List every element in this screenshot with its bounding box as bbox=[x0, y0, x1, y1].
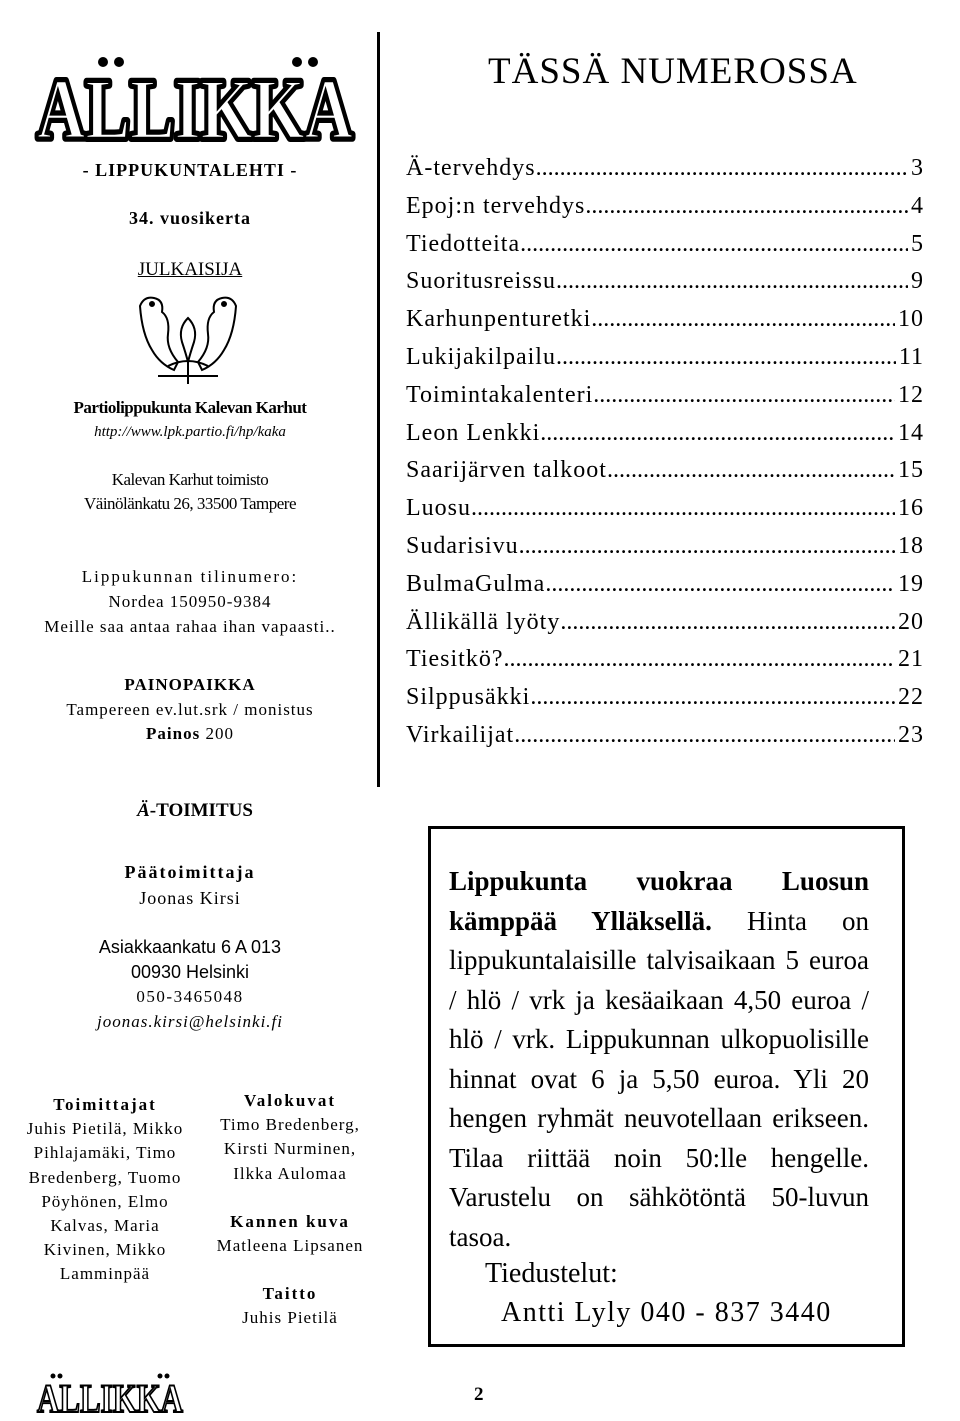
toc-item[interactable] bbox=[406, 722, 924, 760]
toc-dot-leader bbox=[503, 646, 895, 673]
toc-item-label: Tiedotteita bbox=[406, 230, 521, 257]
editors-line: Kalvas, Maria bbox=[50, 1216, 160, 1236]
editors-line: Lamminpää bbox=[59, 1264, 151, 1284]
editorial-heading-rest: -TOIMITUS bbox=[149, 800, 253, 821]
layout-title: Taitto bbox=[262, 1284, 318, 1304]
toc-item-page: 23 bbox=[898, 721, 924, 748]
chief-editor-address1: Asiakkaankatu 6 A 013 bbox=[98, 937, 282, 957]
toc-item[interactable] bbox=[406, 306, 924, 344]
svg-text:ALLIKKA: ALLIKKA bbox=[37, 61, 353, 150]
cover-name: Matleena Lipsanen bbox=[216, 1236, 364, 1256]
allikka-logo-graphic bbox=[30, 40, 360, 150]
toc-dot-leader bbox=[536, 155, 908, 182]
toc-item-label: Lukijakilpailu bbox=[406, 343, 556, 370]
org-url-link[interactable]: http://www.lpk.partio.fi/hp/kaka bbox=[94, 424, 286, 440]
rental-ad-text bbox=[449, 862, 869, 1257]
toc-item-label: Sudarisivu bbox=[406, 532, 519, 559]
toc-item-page: 16 bbox=[898, 495, 924, 522]
toc-dot-leader bbox=[560, 609, 895, 636]
toc-item-label: Toimintakalenteri bbox=[406, 381, 594, 408]
toc-item-label: Suoritusreissu bbox=[406, 268, 557, 295]
toc-dot-leader bbox=[540, 420, 895, 447]
print-heading: PAINOPAIKKA bbox=[124, 675, 256, 694]
account-label: Lippukunnan tilinumero: bbox=[81, 567, 299, 586]
toc-item[interactable] bbox=[406, 495, 924, 533]
rental-ad-contact: Antti Lyly 040 - 837 3440 bbox=[501, 1297, 832, 1328]
chief-editor-address2: 00930 Helsinki bbox=[130, 962, 250, 982]
toc-dot-leader bbox=[585, 193, 908, 220]
office-name: Kalevan Karhut toimisto bbox=[111, 470, 269, 489]
photos-line: Timo Bredenberg, bbox=[220, 1115, 360, 1135]
toc-item-label: Saarijärven talkoot bbox=[406, 457, 607, 484]
toc-item[interactable] bbox=[406, 344, 924, 382]
toc-item-label: Tiesitkö? bbox=[406, 646, 504, 673]
toc-dot-leader bbox=[514, 722, 895, 749]
toc-item-label: Karhunpenturetki bbox=[406, 306, 592, 333]
toc-item-page: 11 bbox=[898, 343, 924, 370]
rental-ad-body: Hinta on lippukuntalaisille talvisaikaan 5 euroa / hlö / vrk ja kesäaikaan 4,50 euroa / hlö / vrk. Lippukunnan ulkopuolisille hinnat ovat 6 ja 5,50 euroa. Yli 20 hengen ryhmät neuvotellaan erikseen. Tilaa riittää noin 50:lle hengelle. Varustelu on sähkötöntä 50-luvun tasoa. bbox=[449, 905, 869, 1252]
toc-dot-leader bbox=[471, 495, 895, 522]
toc-item[interactable] bbox=[406, 193, 924, 231]
toc-item[interactable] bbox=[406, 571, 924, 609]
toc-item-label: Luosu bbox=[406, 495, 471, 522]
toc-item[interactable] bbox=[406, 420, 924, 458]
volume-line: 34. vuosikerta bbox=[129, 208, 251, 228]
toc-item-page: 19 bbox=[898, 570, 924, 597]
office-address: Väinölänkatu 26, 33500 Tampere bbox=[84, 494, 296, 513]
editors-column bbox=[10, 1093, 200, 1287]
cover-title: Kannen kuva bbox=[230, 1211, 350, 1231]
toc-item[interactable] bbox=[406, 533, 924, 571]
print-place: Tampereen ev.lut.srk / monistus bbox=[66, 700, 314, 719]
editors-title: Toimittajat bbox=[53, 1095, 157, 1114]
editors-line: Juhis Pietilä, Mikko bbox=[26, 1119, 184, 1139]
toc-item[interactable] bbox=[406, 268, 924, 306]
editors-line: Pihlajamäki, Timo bbox=[33, 1143, 177, 1163]
svg-text:ALLIKKA: ALLIKKA bbox=[37, 61, 353, 150]
footer-allikka-logo bbox=[35, 1370, 185, 1415]
editors-line: Kivinen, Mikko bbox=[43, 1240, 167, 1260]
toc-dot-leader bbox=[556, 268, 908, 295]
photos-line: Ilkka Aulomaa bbox=[233, 1163, 347, 1183]
toc-item-label: BulmaGulma bbox=[406, 570, 546, 597]
chief-editor-email-link[interactable]: joonas.kirsi@helsinki.fi bbox=[96, 1012, 284, 1031]
org-name: Partiolippukunta Kalevan Karhut bbox=[73, 398, 307, 417]
svg-text:ALLIKKA: ALLIKKA bbox=[37, 1376, 184, 1415]
toc-dot-leader bbox=[556, 344, 896, 371]
toc-item-page: 12 bbox=[898, 381, 924, 408]
editors-line: Pöyhönen, Elmo bbox=[41, 1191, 169, 1211]
toc-item[interactable] bbox=[406, 684, 924, 722]
toc-item-page: 5 bbox=[911, 230, 924, 257]
toc-item[interactable] bbox=[406, 155, 924, 193]
editors-line: Bredenberg, Tuomo bbox=[28, 1167, 182, 1187]
toc-item-page: 14 bbox=[898, 419, 924, 446]
photos-list bbox=[200, 1113, 380, 1186]
editors-list bbox=[10, 1117, 200, 1286]
toc-dot-leader bbox=[519, 533, 895, 560]
masthead-subtitle: - LIPPUKUNTALEHTI - bbox=[82, 160, 298, 180]
toc-item-page: 18 bbox=[898, 532, 924, 559]
editorial-heading-letter: Ä bbox=[137, 800, 150, 821]
account-number: Nordea 150950-9384 bbox=[108, 592, 272, 611]
toc-item-label: Epoj:n tervehdys bbox=[406, 192, 586, 219]
toc-item[interactable] bbox=[406, 609, 924, 647]
chief-editor-name: Joonas Kirsi bbox=[139, 888, 241, 908]
toc-dot-leader bbox=[593, 382, 895, 409]
toc-item-page: 21 bbox=[898, 646, 924, 673]
toc-item-page: 15 bbox=[898, 457, 924, 484]
toc-item-page: 20 bbox=[898, 608, 924, 635]
toc-item-label: Ä-tervehdys bbox=[406, 155, 536, 181]
editorial-heading bbox=[0, 800, 390, 822]
toc-dot-leader bbox=[607, 457, 895, 484]
toc-item-label: Silppusäkki bbox=[406, 684, 531, 711]
toc-item[interactable] bbox=[406, 646, 924, 684]
print-run-value: 200 bbox=[205, 724, 234, 743]
print-run-label: Painos bbox=[146, 724, 201, 743]
toc-dot-leader bbox=[591, 306, 895, 333]
toc-title: TÄSSÄ NUMEROSSA bbox=[488, 51, 858, 92]
toc-item[interactable] bbox=[406, 457, 924, 495]
toc-item-page: 4 bbox=[911, 192, 924, 219]
rental-ad-inquiries-label: Tiedustelut: bbox=[485, 1258, 618, 1289]
rental-ad-headline: Lippukunta vuokraa Luosun kämppää Ylläksellä. bbox=[449, 866, 869, 936]
bears-emblem-icon bbox=[128, 288, 248, 388]
toc-item-page: 22 bbox=[898, 684, 924, 711]
photos-line: Kirsti Nurminen, bbox=[223, 1139, 357, 1159]
print-run bbox=[0, 724, 380, 744]
publisher-heading: JULKAISIJA bbox=[137, 259, 243, 280]
chief-editor-title: Päätoimittaja bbox=[124, 862, 256, 882]
toc-dot-leader bbox=[545, 571, 895, 598]
allikka-logo bbox=[30, 40, 360, 150]
toc-item[interactable] bbox=[406, 382, 924, 420]
toc-item-label: Virkailijat bbox=[406, 721, 515, 748]
chief-editor-phone: 050-3465048 bbox=[136, 987, 244, 1006]
page-number: 2 bbox=[474, 1384, 484, 1405]
toc-list bbox=[406, 155, 924, 760]
toc-item-page: 3 bbox=[911, 155, 924, 181]
account-note: Meille saa antaa rahaa ihan vapaasti.. bbox=[44, 617, 336, 636]
toc-item-page: 9 bbox=[911, 268, 924, 295]
toc-item-label: Ällikällä lyöty bbox=[406, 608, 561, 635]
credits-column bbox=[200, 1089, 380, 1331]
toc-dot-leader bbox=[520, 231, 908, 258]
toc-dot-leader bbox=[530, 684, 895, 711]
photos-title: Valokuvat bbox=[243, 1091, 336, 1110]
column-divider bbox=[377, 32, 380, 787]
layout-name: Juhis Pietilä bbox=[242, 1308, 338, 1328]
rental-ad-box bbox=[428, 826, 905, 1347]
toc-item-label: Leon Lenkki bbox=[406, 419, 541, 446]
toc-item[interactable] bbox=[406, 231, 924, 269]
toc-item-page: 10 bbox=[898, 306, 924, 333]
